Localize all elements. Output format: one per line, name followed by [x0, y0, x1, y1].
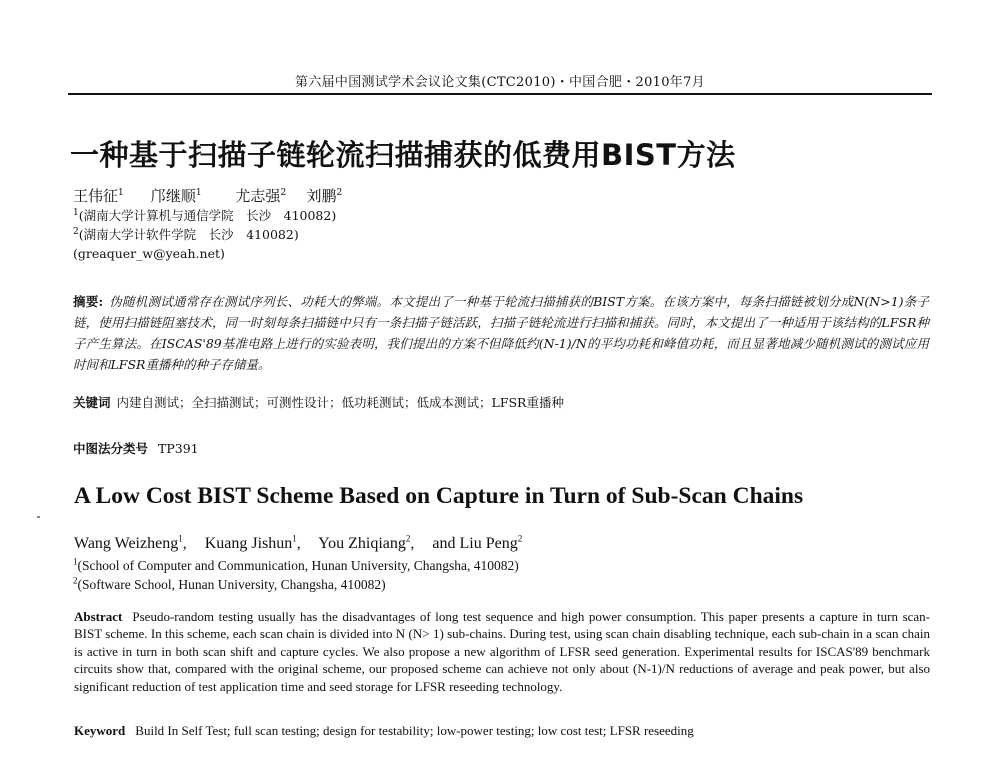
chinese-keywords-label: 关键词	[73, 395, 111, 410]
chinese-abstract-text: 伪随机测试通常存在测试序列长、功耗大的弊端。本文提出了一种基于轮流扫描捕获的BIST方案。在该方案中，每条扫描链被划分成N(N>1)条子链，使用扫描链阻塞技术，同一时刻每条扫描链中只有一条扫描子链活跃，扫描子链轮流进行扫描和捕获。同时，本文提出了一种适用于该结构的LFSR种子产生算法。在ISCAS'89基准电路上进行的实验表明，我们提出的方案不但降低约(N-1)/N的平均功耗和峰值功耗，而且显著地减少随机测试的测试应用时间和LFSR重播种的种子存储量。	[73, 294, 929, 372]
author-name: Kuang Jishun	[204, 535, 293, 552]
affiliation-text: (Software School, Hunan University, Changsha, 410082)	[77, 577, 386, 592]
english-keywords-label: Keyword	[74, 723, 126, 738]
author-name: 尤志强	[235, 187, 281, 205]
author-sup: 1	[292, 533, 297, 544]
author-sup: 2	[517, 533, 523, 544]
chinese-keywords	[73, 393, 564, 411]
author-name: 邝继顺	[150, 187, 196, 205]
chinese-affiliation-1	[73, 207, 336, 225]
classification-label: 中图法分类号	[73, 441, 149, 456]
chinese-title: 一种基于扫描子链轮流扫描捕获的低费用BIST方法	[70, 138, 736, 172]
author-sup: 1	[118, 188, 124, 198]
author-separator: ,	[410, 535, 415, 552]
chinese-authors	[73, 185, 342, 206]
author-name: You Zhiqiang	[318, 535, 406, 552]
english-abstract-text: Pseudo-random testing usually has the disadvantages of long test sequence and high power consumption. This paper presents a capture in turn scan-BIST scheme. In this scheme, each scan chain is divided into N (N> 1) sub-chains. During test, using scan chain disabling technique, each sub-chain in a scan chain is active in turn in both scan shift and capture cycles. We also propose a new algorithm of LFSR seed generation. Experimental results for ISCAS'89 benchmark circuits show that, compared with the original scheme, our proposed scheme can achieve not only about (N-1)/N reductions of average and peak power, but also significant reduction of test application time and seed storage for LFSR reseeding technology.	[74, 609, 930, 694]
author-name: 刘鹏	[306, 187, 337, 205]
author-email: (greaquer_w@yeah.net)	[73, 246, 225, 261]
chinese-abstract	[73, 291, 929, 375]
author-sup: 1	[195, 188, 202, 198]
author-sup: 2	[405, 533, 411, 544]
english-affiliation-1	[73, 557, 519, 575]
english-title: A Low Cost BIST Scheme Based on Capture in Turn of Sub-Scan Chains	[74, 483, 804, 509]
affiliation-text: (School of Computer and Communication, Hunan University, Changsha, 410082)	[77, 558, 519, 573]
chinese-abstract-label: 摘要:	[73, 294, 104, 309]
english-authors	[74, 535, 522, 553]
classification-value: TP391	[158, 441, 199, 456]
scan-speck	[37, 516, 40, 518]
author-name: Wang Weizheng	[74, 535, 179, 552]
affiliation-text: (湖南大学计算机与通信学院 长沙 410082)	[78, 208, 337, 223]
author-separator: ,	[296, 535, 301, 552]
affiliation-text: (湖南大学计软件学院 长沙 410082)	[78, 227, 299, 242]
affiliation-sup: 2	[73, 575, 78, 586]
affiliation-sup: 1	[73, 556, 78, 567]
affiliation-sup: 2	[73, 226, 79, 237]
english-affiliation-2	[73, 576, 386, 594]
english-keywords-text: Build In Self Test; full scan testing; design for testability; low-power testing; low cost test; LFSR reseeding	[135, 723, 694, 738]
english-abstract-label: Abstract	[74, 609, 123, 624]
chinese-keywords-text: 内建自测试；全扫描测试；可测性设计；低功耗测试；低成本测试；LFSR重播种	[116, 395, 564, 410]
english-keywords	[74, 723, 694, 739]
chinese-affiliation-2	[73, 226, 299, 244]
author-sup: 2	[336, 188, 343, 198]
running-header: 第六届中国测试学术会议论文集(CTC2010)・中国合肥・2010年7月	[295, 75, 705, 90]
affiliation-sup: 1	[73, 207, 79, 218]
english-abstract	[74, 608, 930, 695]
author-name: and Liu Peng	[432, 535, 518, 552]
author-name: 王伟征	[73, 187, 119, 205]
author-sup: 1	[178, 533, 183, 544]
author-sup: 2	[280, 188, 287, 198]
header-rule	[68, 93, 932, 95]
classification	[73, 439, 199, 457]
author-separator: ,	[182, 535, 187, 552]
